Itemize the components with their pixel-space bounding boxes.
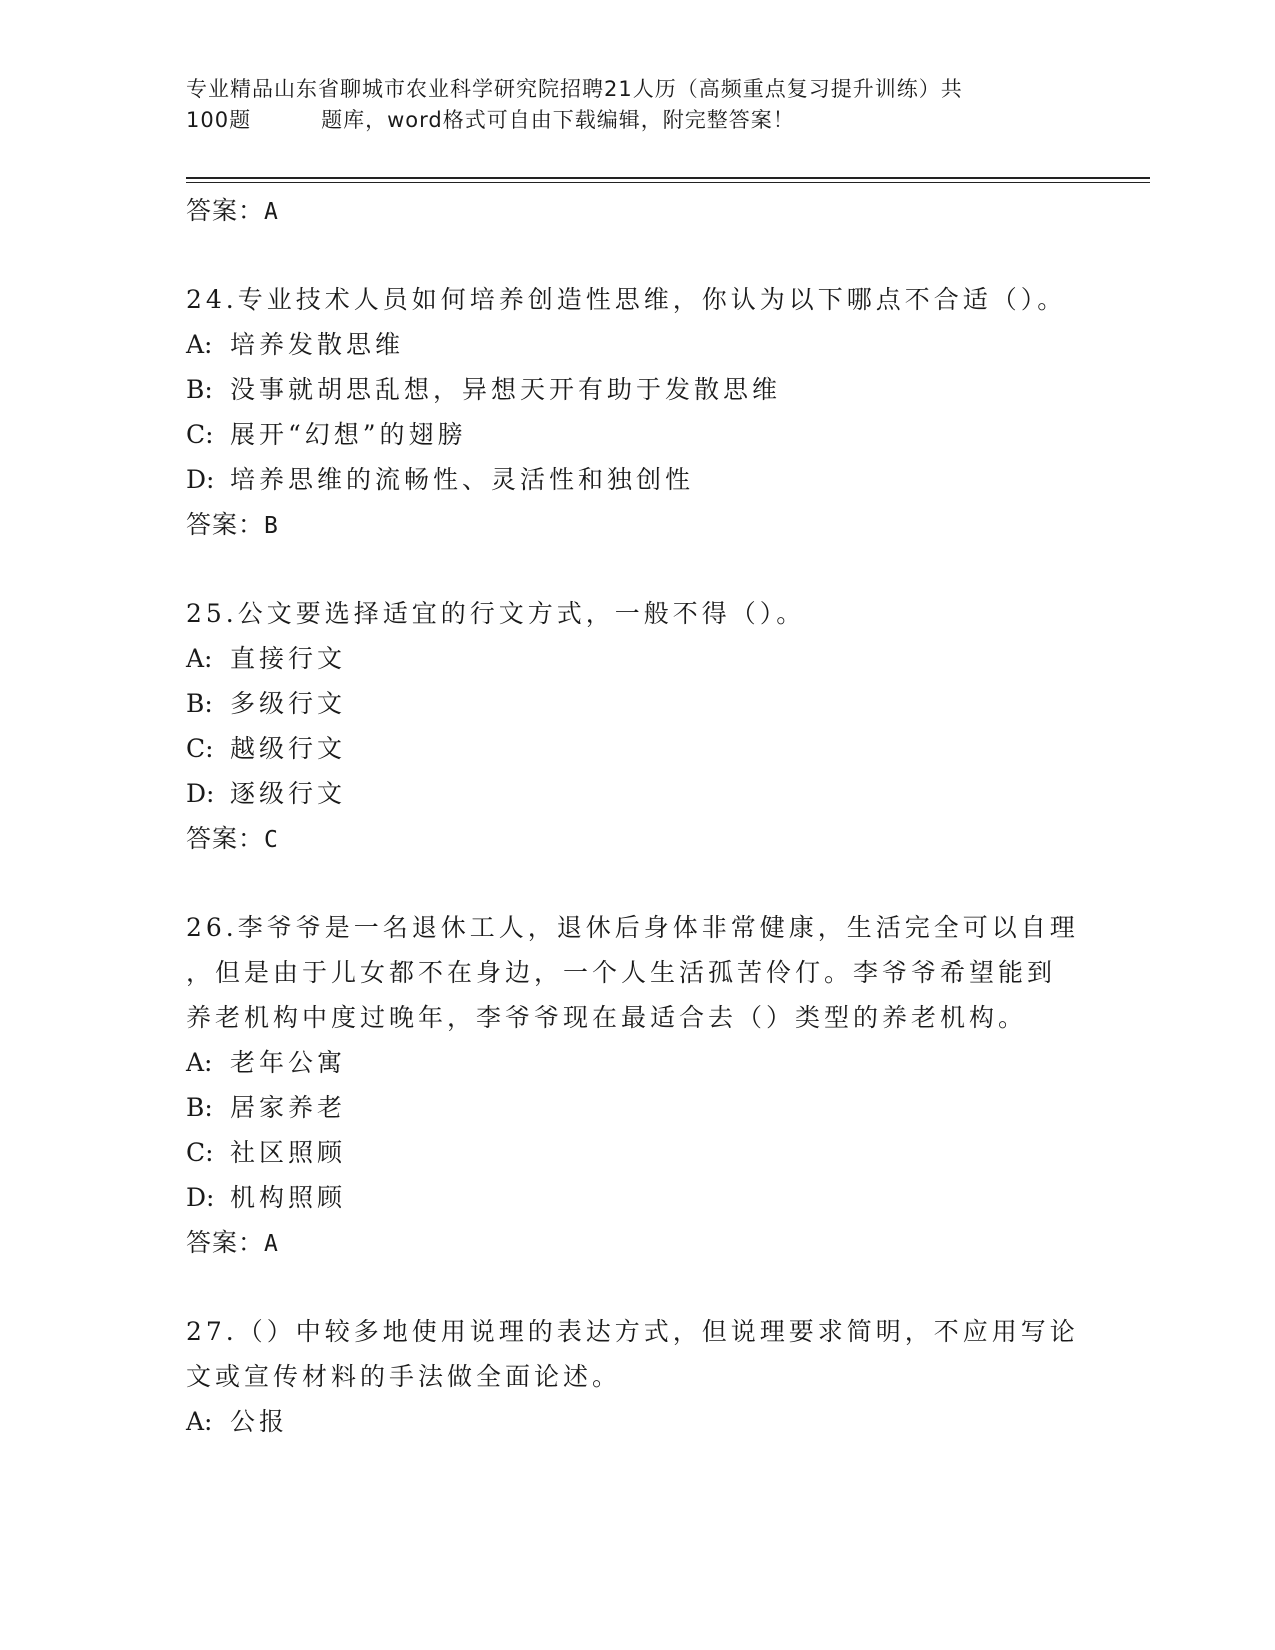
option-text: 老年公寓 [230, 1048, 347, 1077]
option-row [186, 412, 1086, 457]
question-text: 25.公文要选择适宜的行文方式，一般不得（）。 [186, 599, 806, 628]
option-letter: A: [186, 644, 213, 673]
answer-line [186, 188, 1086, 233]
document-header [186, 74, 1086, 136]
option-text: 多级行文 [230, 689, 347, 718]
option-letter: C: [186, 1138, 214, 1167]
option-row [186, 457, 1086, 502]
option-letter: A: [186, 1407, 213, 1436]
option-row [186, 771, 1086, 816]
answer-line [186, 502, 1086, 547]
question-text: 养老机构中度过晚年，李爷爷现在最适合去（）类型的养老机构。 [186, 1003, 1028, 1032]
option-text: 展开“幻想”的翅膀 [230, 420, 467, 449]
option-text: 直接行文 [230, 644, 347, 673]
answer-label: 答案： [186, 196, 265, 225]
answer-line [186, 816, 1086, 861]
option-letter: D: [186, 779, 215, 808]
option-text: 培养发散思维 [230, 330, 405, 359]
header-line-2 [186, 105, 1086, 136]
option-row [186, 1175, 1086, 1220]
option-text: 机构照顾 [230, 1183, 347, 1212]
question-text: ，但是由于儿女都不在身边，一个人生活孤苦伶仃。李爷爷希望能到 [186, 958, 1057, 987]
answer-value: A [264, 1231, 279, 1257]
question-text: 文或宣传材料的手法做全面论述。 [186, 1362, 622, 1391]
option-letter: D: [186, 465, 215, 494]
question-text: 27.（）中较多地使用说理的表达方式，但说理要求简明，不应用写论 [186, 1317, 1079, 1346]
option-row [186, 1399, 1086, 1444]
option-row [186, 322, 1086, 367]
header-line-1: 专业精品山东省聊城市农业科学研究院招聘21人历（高频重点复习提升训练）共 [186, 77, 963, 101]
option-row [186, 367, 1086, 412]
header-description: 题库，word格式可自由下载编辑，附完整答案！ [321, 108, 795, 132]
option-row [186, 726, 1086, 771]
option-letter: B: [186, 689, 213, 718]
question-item [186, 1309, 1086, 1444]
option-text: 社区照顾 [230, 1138, 347, 1167]
question-text: 24.专业技术人员如何培养创造性思维，你认为以下哪点不合适（）。 [186, 285, 1067, 314]
question-item [186, 905, 1086, 1265]
answer-label: 答案： [186, 1228, 265, 1257]
question-list [186, 188, 1086, 1444]
option-letter: C: [186, 420, 214, 449]
option-letter: B: [186, 375, 213, 404]
header-divider-thick [186, 177, 1150, 179]
option-row [186, 1085, 1086, 1130]
header-divider-thin [186, 182, 1150, 183]
option-row [186, 1040, 1086, 1085]
option-letter: B: [186, 1093, 213, 1122]
option-letter: D: [186, 1183, 215, 1212]
option-text: 公报 [230, 1407, 289, 1436]
question-text: 26.李爷爷是一名退休工人，退休后身体非常健康，生活完全可以自理 [186, 913, 1079, 942]
option-text: 培养思维的流畅性、灵活性和独创性 [230, 465, 695, 494]
header-question-count: 100题 [186, 108, 252, 132]
answer-label: 答案： [186, 824, 265, 853]
option-letter: A: [186, 330, 213, 359]
question-item [186, 277, 1086, 547]
option-row [186, 636, 1086, 681]
option-text: 没事就胡思乱想，异想天开有助于发散思维 [230, 375, 782, 404]
option-row [186, 681, 1086, 726]
option-text: 居家养老 [230, 1093, 347, 1122]
question-item [186, 591, 1086, 861]
answer-label: 答案： [186, 510, 265, 539]
answer-value: C [264, 827, 279, 853]
answer-value: B [264, 513, 279, 539]
option-text: 逐级行文 [230, 779, 347, 808]
answer-value: A [264, 199, 279, 225]
answer-line [186, 1220, 1086, 1265]
option-row [186, 1130, 1086, 1175]
option-text: 越级行文 [230, 734, 347, 763]
option-letter: C: [186, 734, 214, 763]
option-letter: A: [186, 1048, 213, 1077]
